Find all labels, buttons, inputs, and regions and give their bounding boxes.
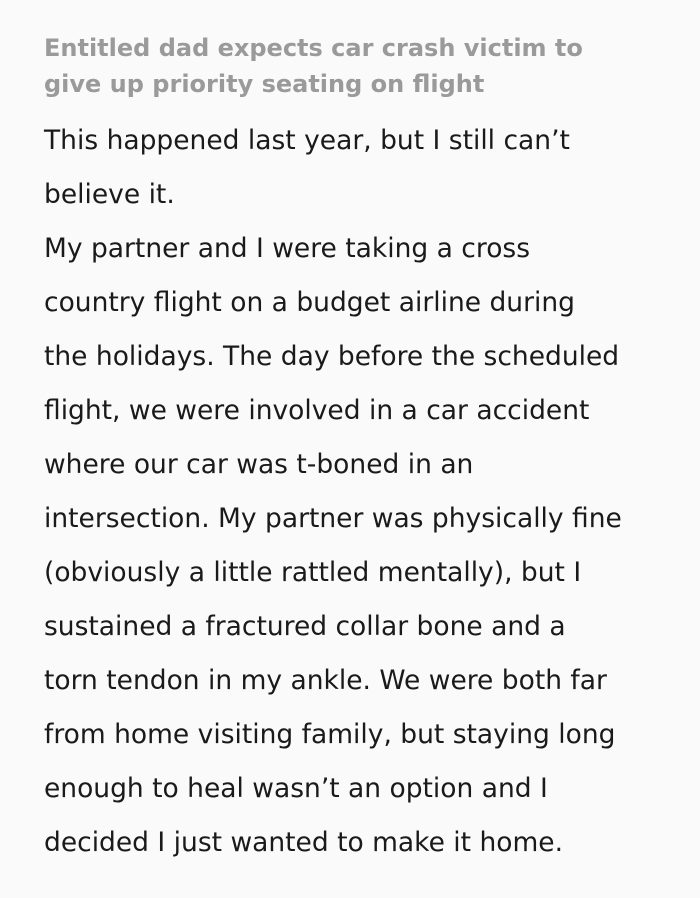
- body-line: intersection. My partner was physically fine: [44, 503, 622, 534]
- body-line: where our car was t-boned in an: [44, 449, 474, 480]
- body-line: My partner and I were taking a cross: [44, 233, 531, 264]
- body-line: sustained a fractured collar bone and a: [44, 611, 566, 642]
- post-title: Entitled dad expects car crash victim to give up priority seating on flight: [44, 34, 583, 98]
- body-line: enough to heal wasn’t an option and I: [44, 773, 548, 804]
- body-line: the holidays. The day before the scheduled: [44, 341, 620, 372]
- post-body: [44, 114, 670, 870]
- body-line: This happened last year, but I still can’t: [44, 125, 570, 156]
- body-line: torn tendon in my ankle. We were both far: [44, 665, 607, 696]
- body-line: decided I just wanted to make it home.: [44, 827, 564, 858]
- body-line: believe it.: [44, 179, 175, 210]
- body-line: flight, we were involved in a car accident: [44, 395, 590, 426]
- body-line: from home visiting family, but staying long: [44, 719, 616, 750]
- body-line: country flight on a budget airline during: [44, 287, 575, 318]
- body-line: (obviously a little rattled mentally), but I: [44, 557, 582, 588]
